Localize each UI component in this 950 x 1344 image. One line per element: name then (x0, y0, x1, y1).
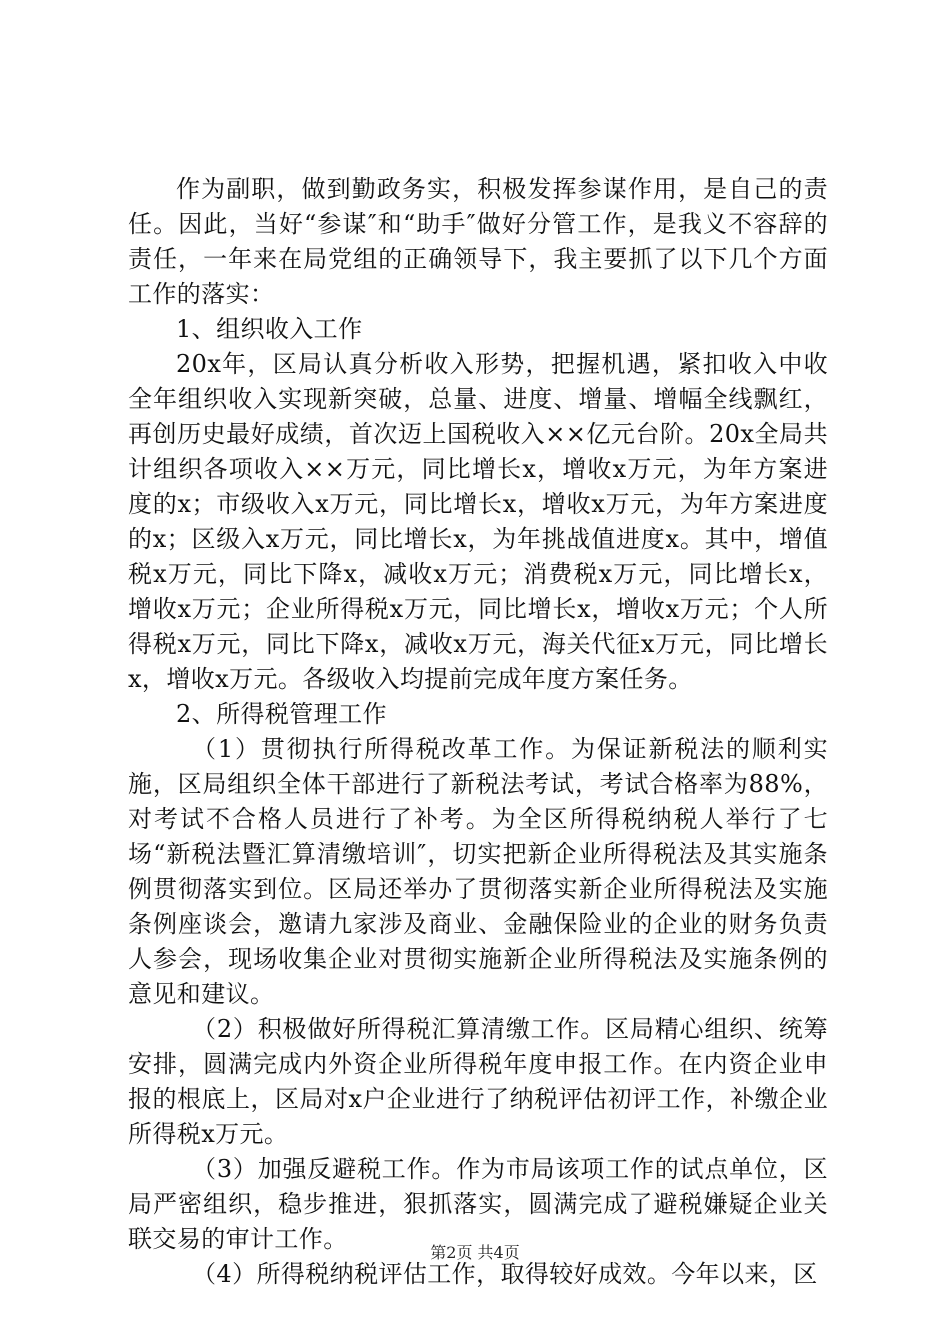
page-footer: 第2页 共4页 (430, 1243, 520, 1262)
section-heading-revenue: 1、组织收入工作 (176, 315, 363, 343)
income-tax-item-4: （4）所得税纳税评估工作，取得较好成效。今年以来，区 (192, 1260, 818, 1288)
document-body (128, 172, 828, 1292)
revenue-paragraph: 20x年，区局认真分析收入形势，把握机遇，紧扣收入中收全年组织收入实现新突破，总量、进度、增量、增幅全线飘红，再创历史最好成绩，首次迈上国税收入××亿元台阶。20x全局共计组织各项收入××万元，同比增长x，增收x万元，为年方案进度的x；市级收入x万元，同比增长x，增收x万元，为年方案进度的x；区级入x万元，同比增长x，为年挑战值进度x。其中，增值税x万元，同比下降x，减收x万元；消费税x万元，同比增长x，增收x万元；企业所得税x万元，同比增长x，增收x万元；个人所得税x万元，同比下降x，减收x万元，海关代征x万元，同比增长x，增收x万元。各级收入均提前完成年度方案任务。 (128, 350, 828, 693)
income-tax-item-2: （2）积极做好所得税汇算清缴工作。区局精心组织、统筹安排，圆满完成内外资企业所得税年度申报工作。在内资企业申报的根底上，区局对x户企业进行了纳税评估初评工作，补缴企业所得税x万元。 (128, 1015, 828, 1148)
section-heading-income-tax: 2、所得税管理工作 (176, 700, 387, 728)
income-tax-item-3: （3）加强反避税工作。作为市局该项工作的试点单位，区局严密组织，稳步推进，狠抓落实，圆满完成了避税嫌疑企业关联交易的审计工作。 (128, 1155, 828, 1253)
income-tax-item-1: （1）贯彻执行所得税改革工作。为保证新税法的顺利实施，区局组织全体干部进行了新税法考试，考试合格率为88%，对考试不合格人员进行了补考。为全区所得税纳税人举行了七场“新税法暨汇算清缴培训″，切实把新企业所得税法及其实施条例贯彻落实到位。区局还举办了贯彻落实新企业所得税法及实施条例座谈会，邀请九家涉及商业、金融保险业的企业的财务负责人参会，现场收集企业对贯彻实施新企业所得税法及实施条例的意见和建议。 (128, 735, 828, 1008)
intro-paragraph: 作为副职，做到勤政务实，积极发挥参谋作用，是自己的责任。因此，当好“参谋″和“助手″做好分管工作，是我义不容辞的责任，一年来在局党组的正确领导下，我主要抓了以下几个方面工作的落实： (128, 175, 828, 308)
